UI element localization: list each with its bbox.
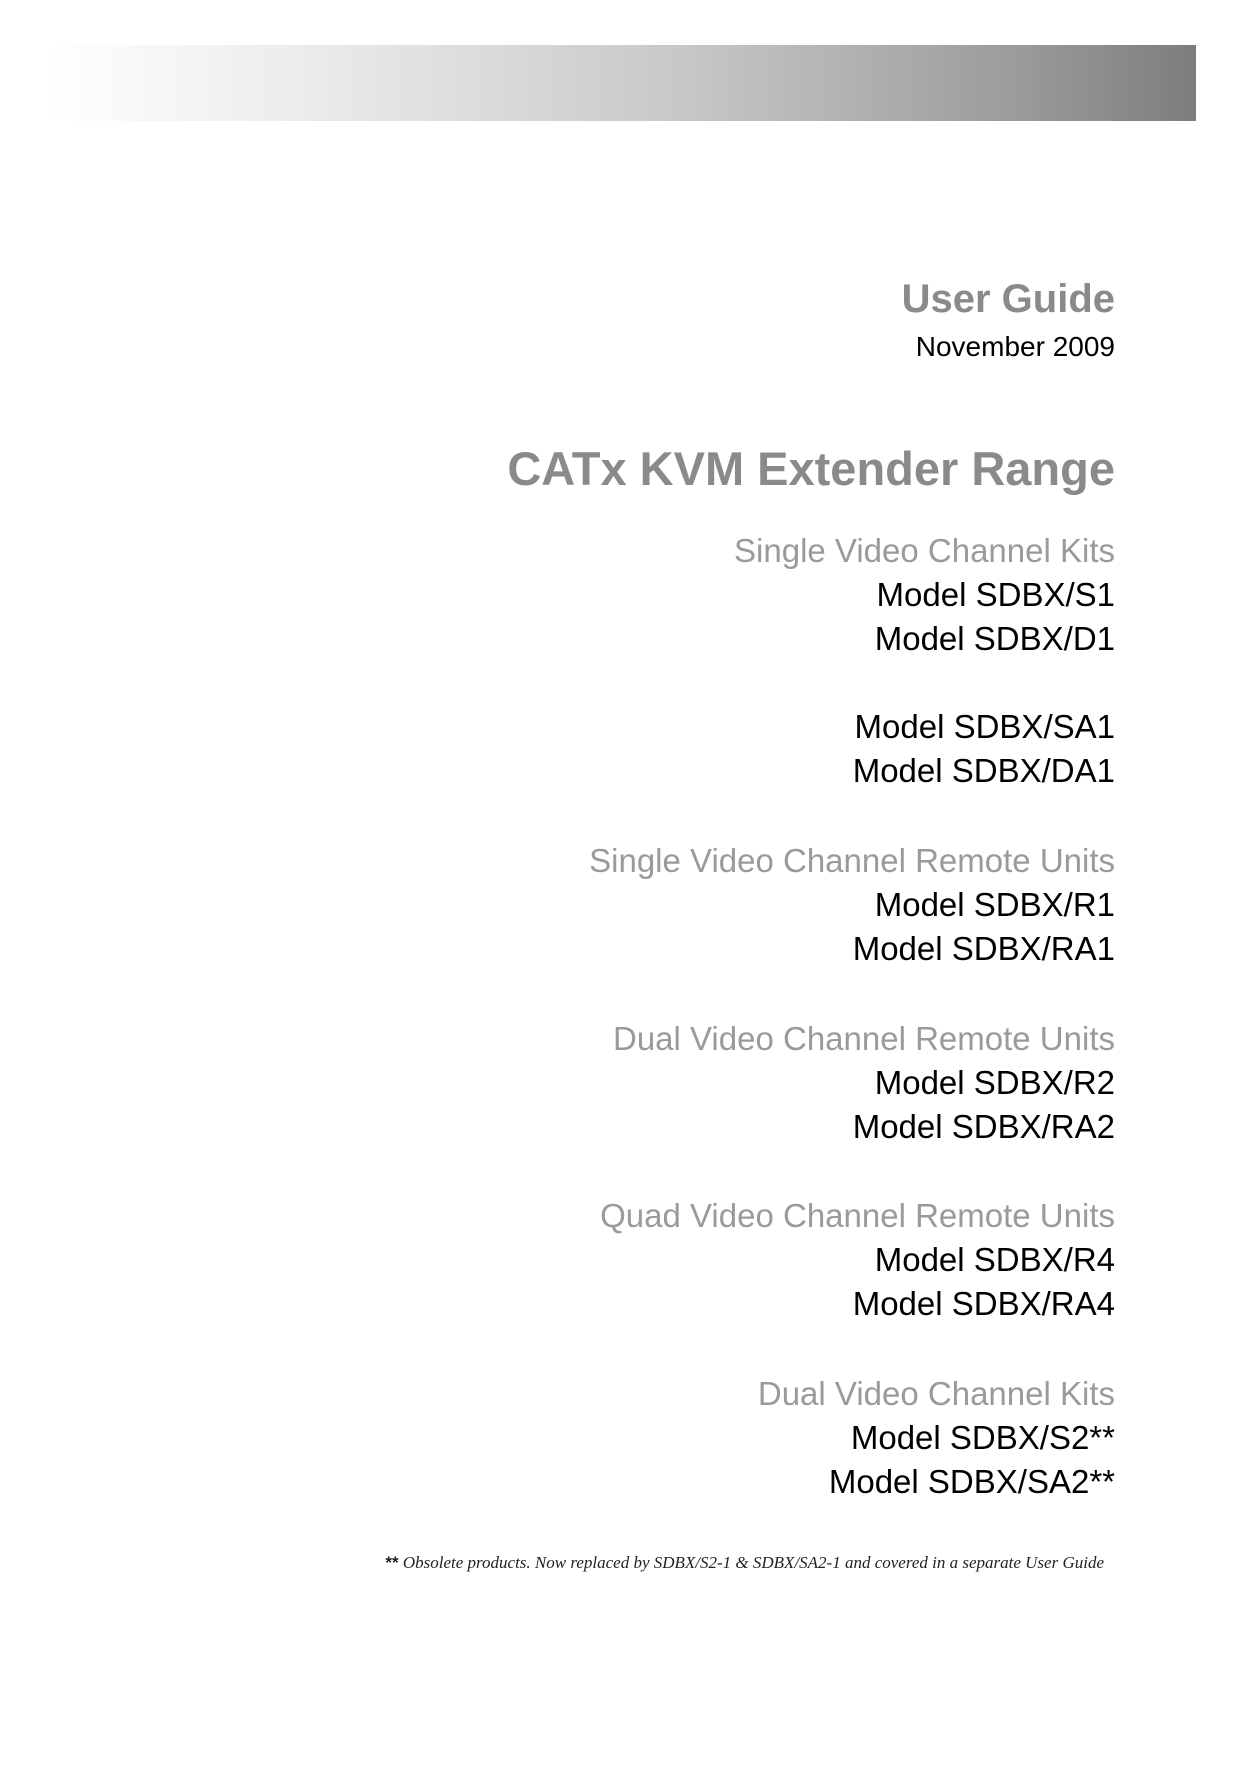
group-heading-single-video-channel-remote-units: Single Video Channel Remote Units bbox=[589, 842, 1115, 879]
footnote-marker: ** bbox=[385, 1553, 399, 1572]
model-item: Model SDBX/SA2** bbox=[828, 1463, 1115, 1500]
group-heading-quad-video-channel-remote-units: Quad Video Channel Remote Units bbox=[600, 1197, 1115, 1234]
header-gradient-bar bbox=[48, 45, 1196, 121]
group-heading-single-video-channel-kits: Single Video Channel Kits bbox=[734, 532, 1115, 569]
group-heading-dual-video-channel-remote-units: Dual Video Channel Remote Units bbox=[612, 1020, 1115, 1057]
model-item: Model SDBX/RA2 bbox=[852, 1108, 1115, 1145]
model-item: Model SDBX/SA1 bbox=[854, 708, 1115, 745]
model-item: Model SDBX/RA1 bbox=[852, 930, 1115, 967]
model-item: Model SDBX/DA1 bbox=[852, 752, 1115, 789]
model-item: Model SDBX/R4 bbox=[874, 1241, 1115, 1278]
model-item: Model SDBX/RA4 bbox=[852, 1285, 1115, 1322]
model-item: Model SDBX/R1 bbox=[874, 886, 1115, 923]
footnote bbox=[385, 1553, 1104, 1573]
guide-title: User Guide bbox=[901, 277, 1115, 321]
footnote-text: Obsolete products. Now replaced by SDBX/S2-1 & SDBX/SA2-1 and covered in a separate User Guide bbox=[398, 1553, 1104, 1572]
model-item: Model SDBX/S2** bbox=[850, 1419, 1115, 1456]
group-heading-dual-video-channel-kits: Dual Video Channel Kits bbox=[757, 1375, 1115, 1412]
range-title: CATx KVM Extender Range bbox=[507, 442, 1115, 495]
model-item: Model SDBX/R2 bbox=[874, 1064, 1115, 1101]
guide-date: November 2009 bbox=[915, 331, 1115, 362]
model-item: Model SDBX/D1 bbox=[874, 620, 1115, 657]
model-item: Model SDBX/S1 bbox=[876, 576, 1115, 613]
